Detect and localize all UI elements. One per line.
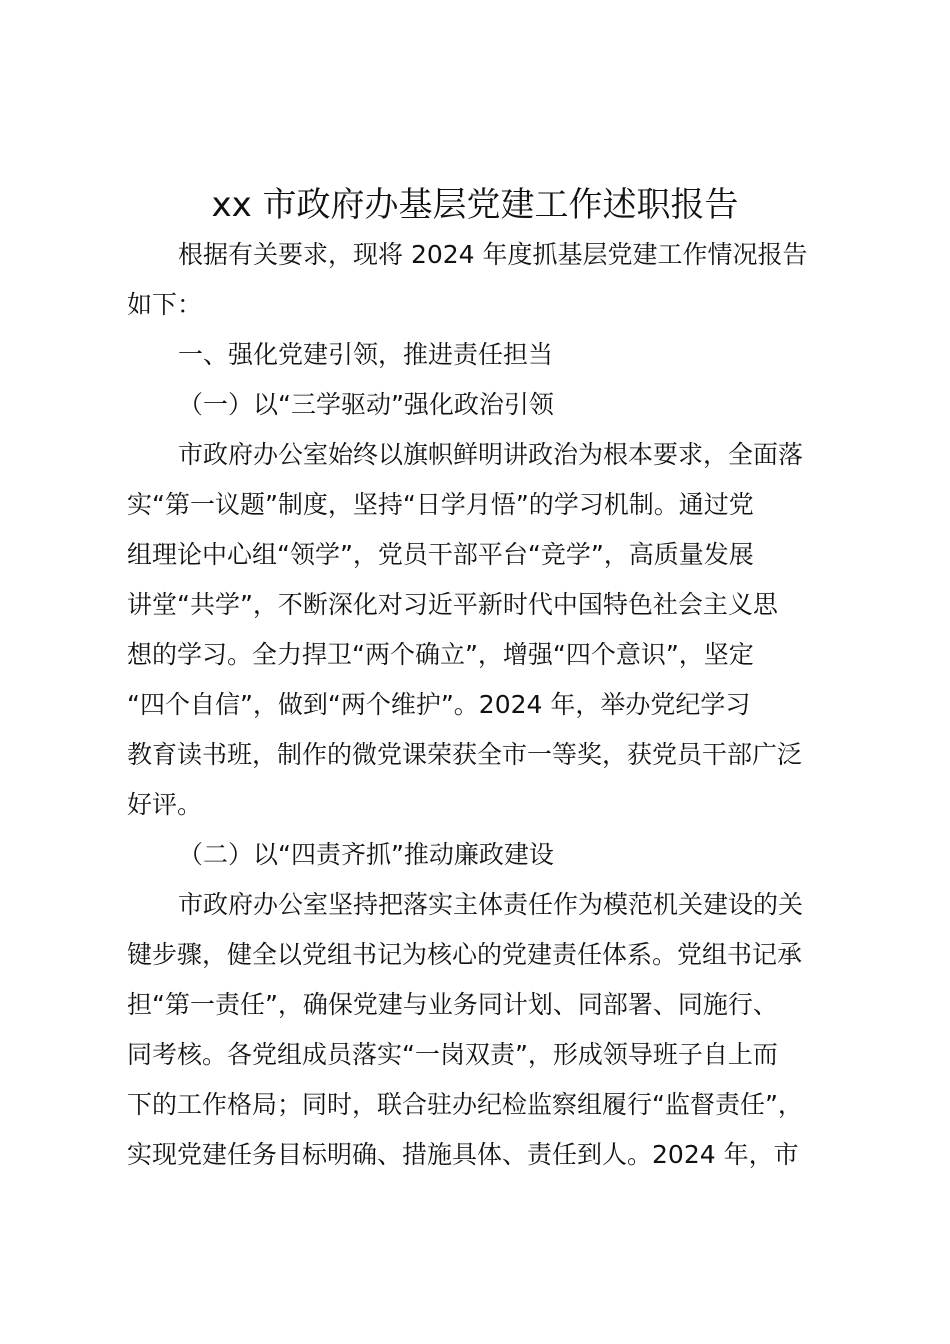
document-title: xx 市政府办基层党建工作述职报告 (211, 185, 739, 225)
paragraph-line: 组理论中心组“领学”，党员干部平台“竞学”，高质量发展 (127, 540, 754, 569)
paragraph-line: 实现党建任务目标明确、措施具体、责任到人。2024 年，市 (127, 1140, 799, 1169)
paragraph-line: 同考核。各党组成员落实“一岗双责”，形成领导班子自上而 (127, 1040, 778, 1069)
subsection-heading: （二）以“四责齐抓”推动廉政建设 (178, 840, 554, 869)
paragraph-line: 市政府办公室始终以旗帜鲜明讲政治为根本要求，全面落 (178, 440, 804, 469)
paragraph-line: 好评。 (127, 790, 203, 819)
paragraph-line: 教育读书班，制作的微党课荣获全市一等奖，获党员干部广泛 (127, 740, 803, 769)
section-heading: 一、强化党建引领，推进责任担当 (178, 340, 554, 369)
paragraph-line: 想的学习。全力捍卫“两个确立”，增强“四个意识”，坚定 (127, 640, 754, 669)
paragraph-line: 担“第一责任”，确保党建与业务同计划、同部署、同施行、 (127, 990, 778, 1019)
paragraph-line: 键步骤，健全以党组书记为核心的党建责任体系。党组书记承 (127, 940, 803, 969)
paragraph-line: 市政府办公室坚持把落实主体责任作为模范机关建设的关 (178, 890, 804, 919)
subsection-heading: （一）以“三学驱动”强化政治引领 (178, 390, 554, 419)
paragraph-line: 下的工作格局；同时，联合驻办纪检监察组履行“监督责任”， (127, 1090, 803, 1119)
paragraph-line: “四个自信”，做到“两个维护”。2024 年，举办党纪学习 (127, 690, 751, 719)
paragraph-line: 根据有关要求，现将 2024 年度抓基层党建工作情况报告 (178, 240, 808, 269)
paragraph-line: 讲堂“共学”，不断深化对习近平新时代中国特色社会主义思 (127, 590, 778, 619)
paragraph-line: 如下： (127, 290, 203, 319)
paragraph-line: 实“第一议题”制度，坚持“日学月悟”的学习机制。通过党 (127, 490, 754, 519)
